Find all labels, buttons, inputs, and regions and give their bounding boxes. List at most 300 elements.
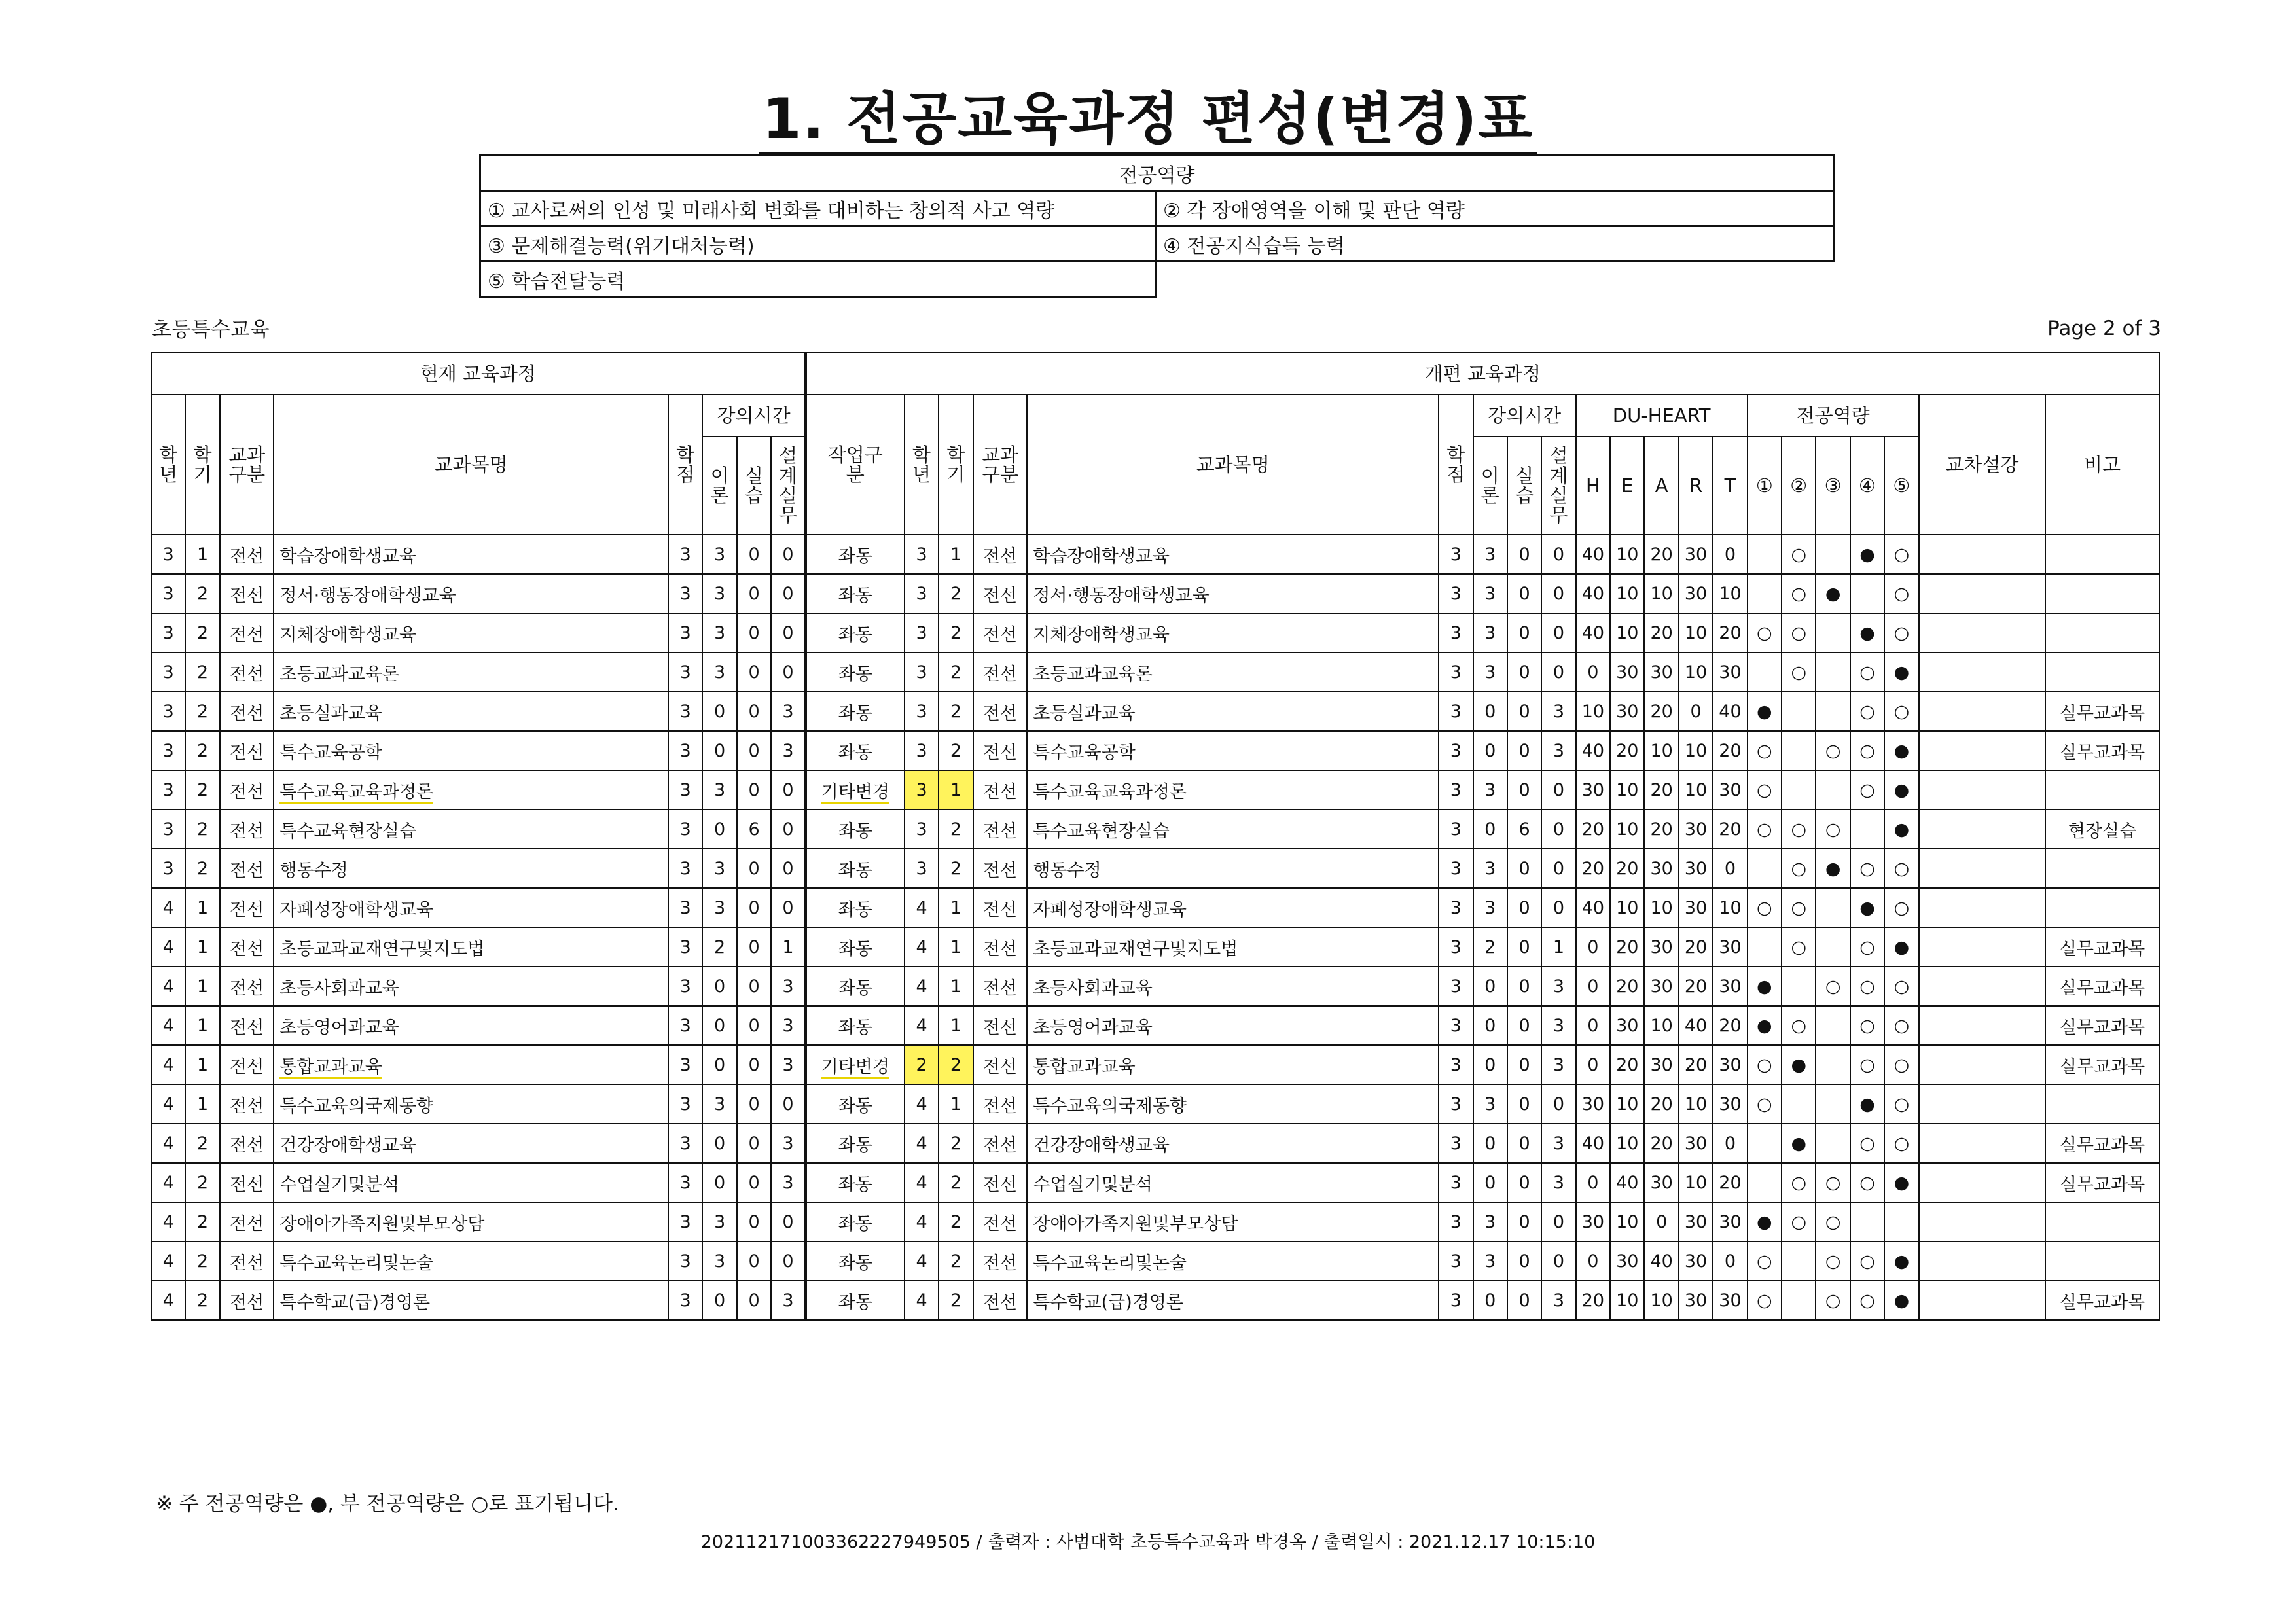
heart-value: 20 bbox=[1644, 692, 1678, 731]
heart-value: 40 bbox=[1576, 1124, 1610, 1163]
table-row bbox=[151, 613, 2159, 652]
table-cell: 0 bbox=[1507, 1281, 1541, 1320]
course-name: 특수교육논리및논술 bbox=[274, 1241, 668, 1281]
table-cell: 0 bbox=[1507, 1241, 1541, 1281]
table-cell: 4 bbox=[151, 1163, 185, 1202]
table-row bbox=[151, 810, 2159, 849]
heart-value: 20 bbox=[1644, 613, 1678, 652]
heart-value: 0 bbox=[1576, 1241, 1610, 1281]
cross-listing-cell bbox=[1919, 810, 2045, 849]
table-cell: 1 bbox=[939, 1006, 973, 1045]
course-name bbox=[274, 1045, 668, 1084]
heart-value: 20 bbox=[1610, 849, 1644, 888]
work-type: 좌동 bbox=[806, 967, 905, 1006]
heart-value: 20 bbox=[1713, 731, 1747, 770]
work-type: 좌동 bbox=[806, 652, 905, 692]
competency-mark: ○ bbox=[1884, 967, 1918, 1006]
table-cell: 전선 bbox=[973, 888, 1028, 927]
table-cell: 3 bbox=[1439, 574, 1473, 613]
table-cell: 전선 bbox=[220, 849, 274, 888]
curriculum-table bbox=[151, 352, 2160, 1321]
competency-mark bbox=[1816, 927, 1850, 967]
course-name: 초등교과교육론 bbox=[274, 652, 668, 692]
heart-value: 20 bbox=[1644, 1124, 1678, 1163]
table-cell: 0 bbox=[1473, 1163, 1507, 1202]
course-name: 자폐성장애학생교육 bbox=[1027, 888, 1439, 927]
heart-value: 20 bbox=[1610, 967, 1644, 1006]
heart-value: 30 bbox=[1644, 927, 1678, 967]
table-cell: 0 bbox=[737, 535, 771, 574]
table-cell: 0 bbox=[1507, 1202, 1541, 1241]
table-row bbox=[151, 927, 2159, 967]
cross-listing-cell bbox=[1919, 1006, 2045, 1045]
work-type: 좌동 bbox=[806, 1163, 905, 1202]
table-cell: 3 bbox=[905, 574, 939, 613]
table-cell: 전선 bbox=[220, 967, 274, 1006]
table-cell: 0 bbox=[1541, 1084, 1575, 1124]
table-cell: 0 bbox=[1473, 1124, 1507, 1163]
table-cell: 0 bbox=[1507, 967, 1541, 1006]
heart-value: 30 bbox=[1610, 1241, 1644, 1281]
work-type: 좌동 bbox=[806, 810, 905, 849]
remark-cell bbox=[2045, 613, 2159, 652]
col-heart-t: T bbox=[1713, 437, 1747, 535]
table-cell: 3 bbox=[668, 810, 702, 849]
table-cell: 전선 bbox=[220, 535, 274, 574]
table-cell: 0 bbox=[1473, 967, 1507, 1006]
heart-value: 30 bbox=[1644, 849, 1678, 888]
competency-mark bbox=[1782, 692, 1816, 731]
table-cell: 1 bbox=[939, 1084, 973, 1124]
table-cell: 전선 bbox=[220, 692, 274, 731]
competency-mark: ○ bbox=[1816, 1241, 1850, 1281]
table-cell: 0 bbox=[1541, 535, 1575, 574]
cross-listing-cell bbox=[1919, 1163, 2045, 1202]
competency-header: 전공역량 bbox=[480, 156, 1834, 191]
table-cell: 2 bbox=[939, 1045, 973, 1084]
table-cell: 전선 bbox=[220, 613, 274, 652]
heart-value: 30 bbox=[1679, 535, 1713, 574]
col-comp-3: ③ bbox=[1816, 437, 1850, 535]
competency-mark bbox=[1816, 692, 1850, 731]
table-cell: 3 bbox=[905, 652, 939, 692]
remark-cell: 실무교과목 bbox=[2045, 1163, 2159, 1202]
competency-mark: ○ bbox=[1748, 1084, 1782, 1124]
table-cell: 0 bbox=[1507, 535, 1541, 574]
course-name: 정서·행동장애학생교육 bbox=[1027, 574, 1439, 613]
heart-value: 10 bbox=[1610, 1281, 1644, 1320]
cross-listing-cell bbox=[1919, 849, 2045, 888]
page-number: Page 2 of 3 bbox=[2047, 317, 2161, 340]
col-comp-2: ② bbox=[1782, 437, 1816, 535]
course-name: 초등영어과교육 bbox=[274, 1006, 668, 1045]
table-cell: 3 bbox=[702, 1084, 736, 1124]
table-cell: 전선 bbox=[220, 574, 274, 613]
table-cell: 전선 bbox=[220, 1281, 274, 1320]
table-cell: 0 bbox=[1473, 692, 1507, 731]
competency-mark bbox=[1748, 574, 1782, 613]
heart-value: 10 bbox=[1610, 810, 1644, 849]
course-name: 특수교육의국제동향 bbox=[1027, 1084, 1439, 1124]
cross-listing-cell bbox=[1919, 731, 2045, 770]
table-cell: 3 bbox=[668, 1281, 702, 1320]
table-cell: 0 bbox=[1507, 692, 1541, 731]
competency-item: ① 교사로써의 인성 및 미래사회 변화를 대비하는 창의적 사고 역량 bbox=[480, 191, 1156, 226]
course-name: 특수학교(급)경영론 bbox=[274, 1281, 668, 1320]
table-cell: 0 bbox=[737, 1045, 771, 1084]
competency-mark bbox=[1816, 613, 1850, 652]
table-cell: 0 bbox=[1507, 888, 1541, 927]
col-practice: 실습 bbox=[1507, 437, 1541, 535]
heart-value: 30 bbox=[1713, 1045, 1747, 1084]
table-cell: 3 bbox=[771, 731, 805, 770]
col-theory: 이론 bbox=[702, 437, 736, 535]
table-cell: 1 bbox=[185, 888, 219, 927]
competency-mark: ● bbox=[1748, 1006, 1782, 1045]
table-cell: 0 bbox=[737, 1281, 771, 1320]
table-cell: 0 bbox=[737, 1124, 771, 1163]
table-cell: 0 bbox=[1473, 810, 1507, 849]
work-type: 좌동 bbox=[806, 692, 905, 731]
competency-mark bbox=[1816, 1124, 1850, 1163]
table-cell: 3 bbox=[1473, 1241, 1507, 1281]
competency-mark: ● bbox=[1850, 888, 1884, 927]
heart-value: 30 bbox=[1713, 770, 1747, 810]
table-cell: 3 bbox=[1439, 1241, 1473, 1281]
table-cell: 2 bbox=[939, 1163, 973, 1202]
table-cell: 0 bbox=[737, 652, 771, 692]
table-cell: 3 bbox=[668, 888, 702, 927]
heart-value: 10 bbox=[1610, 574, 1644, 613]
col-type: 교과구분 bbox=[220, 395, 274, 535]
table-cell: 3 bbox=[151, 652, 185, 692]
table-cell: 전선 bbox=[220, 652, 274, 692]
competency-mark: ● bbox=[1782, 1124, 1816, 1163]
table-cell: 전선 bbox=[973, 1045, 1028, 1084]
table-cell: 3 bbox=[1439, 927, 1473, 967]
heart-value: 20 bbox=[1644, 770, 1678, 810]
heart-value: 20 bbox=[1576, 849, 1610, 888]
competency-mark: ● bbox=[1782, 1045, 1816, 1084]
col-remark: 비고 bbox=[2045, 395, 2159, 535]
competency-table bbox=[479, 154, 1835, 298]
table-cell: 4 bbox=[151, 1241, 185, 1281]
competency-mark bbox=[1782, 1241, 1816, 1281]
table-cell: 4 bbox=[151, 1202, 185, 1241]
table-cell: 2 bbox=[185, 1124, 219, 1163]
course-name: 지체장애학생교육 bbox=[1027, 613, 1439, 652]
competency-mark: ○ bbox=[1884, 692, 1918, 731]
table-cell: 3 bbox=[702, 1202, 736, 1241]
table-cell: 1 bbox=[185, 1045, 219, 1084]
remark-cell: 실무교과목 bbox=[2045, 692, 2159, 731]
heart-value: 30 bbox=[1713, 1202, 1747, 1241]
competency-mark: ○ bbox=[1850, 1006, 1884, 1045]
table-cell: 0 bbox=[1507, 1006, 1541, 1045]
table-cell: 전선 bbox=[220, 1084, 274, 1124]
work-type-changed: 기타변경 bbox=[821, 1057, 889, 1079]
heart-value: 10 bbox=[1610, 888, 1644, 927]
table-cell: 0 bbox=[702, 967, 736, 1006]
competency-mark: ○ bbox=[1884, 1084, 1918, 1124]
heart-value: 40 bbox=[1679, 1006, 1713, 1045]
competency-mark bbox=[1816, 1045, 1850, 1084]
competency-mark: ○ bbox=[1850, 1281, 1884, 1320]
heart-value: 20 bbox=[1713, 810, 1747, 849]
heart-value: 10 bbox=[1644, 731, 1678, 770]
table-cell: 3 bbox=[771, 1163, 805, 1202]
table-cell: 3 bbox=[668, 692, 702, 731]
heart-value: 40 bbox=[1610, 1163, 1644, 1202]
table-cell: 0 bbox=[1541, 888, 1575, 927]
heart-value: 20 bbox=[1679, 1045, 1713, 1084]
competency-mark: ○ bbox=[1850, 1163, 1884, 1202]
table-cell: 3 bbox=[668, 967, 702, 1006]
table-cell: 0 bbox=[1507, 574, 1541, 613]
table-row bbox=[151, 888, 2159, 927]
table-cell: 0 bbox=[702, 1045, 736, 1084]
heart-value: 40 bbox=[1644, 1241, 1678, 1281]
table-cell: 1 bbox=[939, 967, 973, 1006]
table-cell: 3 bbox=[1439, 770, 1473, 810]
competency-mark: ● bbox=[1748, 1202, 1782, 1241]
competency-mark: ○ bbox=[1782, 1163, 1816, 1202]
table-row bbox=[151, 692, 2159, 731]
changed-course-name: 특수교육교육과정론 bbox=[279, 782, 433, 804]
table-cell: 2 bbox=[185, 1241, 219, 1281]
competency-mark: ○ bbox=[1884, 574, 1918, 613]
course-name: 특수학교(급)경영론 bbox=[1027, 1281, 1439, 1320]
table-cell: 0 bbox=[1473, 1281, 1507, 1320]
table-cell: 0 bbox=[737, 574, 771, 613]
table-cell: 전선 bbox=[220, 770, 274, 810]
course-name: 수업실기및분석 bbox=[274, 1163, 668, 1202]
heart-value: 10 bbox=[1610, 535, 1644, 574]
table-cell: 0 bbox=[1541, 770, 1575, 810]
remark-cell bbox=[2045, 770, 2159, 810]
table-cell: 전선 bbox=[973, 1241, 1028, 1281]
table-cell: 전선 bbox=[973, 967, 1028, 1006]
heart-value: 10 bbox=[1679, 613, 1713, 652]
table-cell: 3 bbox=[151, 535, 185, 574]
course-name: 수업실기및분석 bbox=[1027, 1163, 1439, 1202]
col-competency: 전공역량 bbox=[1748, 395, 1919, 437]
table-cell: 3 bbox=[151, 613, 185, 652]
table-cell: 3 bbox=[1473, 888, 1507, 927]
table-cell: 2 bbox=[939, 810, 973, 849]
competency-mark: ● bbox=[1748, 967, 1782, 1006]
heart-value: 30 bbox=[1644, 1163, 1678, 1202]
heart-value: 30 bbox=[1679, 849, 1713, 888]
table-cell: 4 bbox=[151, 967, 185, 1006]
table-cell: 4 bbox=[905, 1163, 939, 1202]
table-cell: 4 bbox=[905, 1006, 939, 1045]
heart-value: 30 bbox=[1713, 1281, 1747, 1320]
competency-mark: ○ bbox=[1816, 967, 1850, 1006]
table-cell: 3 bbox=[1473, 535, 1507, 574]
table-cell: 4 bbox=[151, 1124, 185, 1163]
cross-listing-cell bbox=[1919, 574, 2045, 613]
heart-value: 30 bbox=[1576, 1084, 1610, 1124]
competency-mark: ○ bbox=[1850, 770, 1884, 810]
heart-value: 30 bbox=[1679, 888, 1713, 927]
table-cell: 0 bbox=[1507, 1084, 1541, 1124]
heart-value: 20 bbox=[1576, 810, 1610, 849]
table-cell: 4 bbox=[905, 1124, 939, 1163]
competency-item: ④ 전공지식습득 능력 bbox=[1156, 226, 1834, 262]
table-cell: 2 bbox=[939, 574, 973, 613]
heart-value: 10 bbox=[1644, 574, 1678, 613]
competency-mark bbox=[1884, 1202, 1918, 1241]
table-cell: 0 bbox=[1541, 1241, 1575, 1281]
col-theory: 이론 bbox=[1473, 437, 1507, 535]
table-cell: 전선 bbox=[220, 927, 274, 967]
cross-listing-cell bbox=[1919, 1281, 2045, 1320]
table-cell: 전선 bbox=[973, 613, 1028, 652]
remark-cell bbox=[2045, 1084, 2159, 1124]
heart-value: 30 bbox=[1713, 652, 1747, 692]
table-cell: 2 bbox=[939, 731, 973, 770]
table-cell: 전선 bbox=[973, 1202, 1028, 1241]
table-cell: 3 bbox=[1439, 1084, 1473, 1124]
table-cell: 3 bbox=[771, 967, 805, 1006]
competency-mark bbox=[1850, 574, 1884, 613]
heart-value: 10 bbox=[1679, 1163, 1713, 1202]
competency-mark: ○ bbox=[1782, 1006, 1816, 1045]
heart-value: 0 bbox=[1576, 1163, 1610, 1202]
competency-mark bbox=[1748, 1124, 1782, 1163]
heart-value: 0 bbox=[1576, 967, 1610, 1006]
col-heart-a: A bbox=[1644, 437, 1678, 535]
competency-mark: ● bbox=[1850, 1084, 1884, 1124]
competency-mark: ○ bbox=[1816, 1202, 1850, 1241]
col-comp-1: ① bbox=[1748, 437, 1782, 535]
competency-mark: ○ bbox=[1850, 927, 1884, 967]
competency-mark: ○ bbox=[1850, 692, 1884, 731]
competency-mark: ○ bbox=[1782, 888, 1816, 927]
table-cell: 4 bbox=[905, 1241, 939, 1281]
col-heart-h: H bbox=[1576, 437, 1610, 535]
table-cell: 0 bbox=[702, 1163, 736, 1202]
heart-value: 30 bbox=[1644, 652, 1678, 692]
competency-mark: ○ bbox=[1850, 731, 1884, 770]
competency-mark: ○ bbox=[1782, 652, 1816, 692]
competency-blank bbox=[1156, 262, 1834, 297]
table-cell: 0 bbox=[737, 888, 771, 927]
table-cell: 전선 bbox=[220, 731, 274, 770]
course-name: 특수교육공학 bbox=[274, 731, 668, 770]
competency-mark: ○ bbox=[1884, 888, 1918, 927]
course-name: 초등교과교재연구및지도법 bbox=[1027, 927, 1439, 967]
group-current: 현재 교육과정 bbox=[151, 353, 806, 395]
table-cell: 3 bbox=[1541, 1281, 1575, 1320]
table-cell: 전선 bbox=[220, 1124, 274, 1163]
cross-listing-cell bbox=[1919, 692, 2045, 731]
heart-value: 30 bbox=[1576, 1202, 1610, 1241]
table-cell: 0 bbox=[737, 731, 771, 770]
cross-listing-cell bbox=[1919, 927, 2045, 967]
table-cell: 0 bbox=[1541, 652, 1575, 692]
work-type: 좌동 bbox=[806, 1281, 905, 1320]
table-cell: 0 bbox=[771, 888, 805, 927]
table-cell: 0 bbox=[737, 1202, 771, 1241]
table-cell: 2 bbox=[939, 1281, 973, 1320]
table-cell: 0 bbox=[1507, 613, 1541, 652]
table-cell: 1 bbox=[185, 927, 219, 967]
competency-mark bbox=[1748, 535, 1782, 574]
table-cell: 0 bbox=[771, 652, 805, 692]
col-heart-e: E bbox=[1610, 437, 1644, 535]
table-row bbox=[151, 535, 2159, 574]
table-cell: 3 bbox=[905, 731, 939, 770]
table-cell: 3 bbox=[668, 1163, 702, 1202]
table-cell: 0 bbox=[737, 1006, 771, 1045]
table-cell: 전선 bbox=[220, 888, 274, 927]
table-cell: 3 bbox=[1439, 810, 1473, 849]
col-comp-4: ④ bbox=[1850, 437, 1884, 535]
table-cell: 3 bbox=[1473, 770, 1507, 810]
col-cross-listing: 교차설강 bbox=[1919, 395, 2045, 535]
competency-mark: ○ bbox=[1748, 731, 1782, 770]
course-name: 행동수정 bbox=[274, 849, 668, 888]
table-cell: 0 bbox=[737, 849, 771, 888]
course-name: 자폐성장애학생교육 bbox=[274, 888, 668, 927]
table-cell: 0 bbox=[1507, 849, 1541, 888]
col-year: 학년 bbox=[151, 395, 185, 535]
competency-mark: ○ bbox=[1782, 535, 1816, 574]
heart-value: 30 bbox=[1679, 1124, 1713, 1163]
table-cell: 전선 bbox=[220, 810, 274, 849]
competency-mark: ○ bbox=[1884, 613, 1918, 652]
table-cell: 3 bbox=[668, 574, 702, 613]
table-cell: 전선 bbox=[973, 574, 1028, 613]
department-label: 초등특수교육 bbox=[152, 318, 270, 342]
table-cell: 4 bbox=[905, 967, 939, 1006]
competency-mark: ● bbox=[1884, 770, 1918, 810]
table-cell: 0 bbox=[737, 770, 771, 810]
table-cell: 1 bbox=[185, 1084, 219, 1124]
table-cell: 3 bbox=[151, 731, 185, 770]
table-cell: 3 bbox=[905, 770, 939, 810]
heart-value: 20 bbox=[1679, 927, 1713, 967]
table-cell: 3 bbox=[771, 1006, 805, 1045]
table-cell: 3 bbox=[668, 1045, 702, 1084]
heart-value: 30 bbox=[1644, 967, 1678, 1006]
col-credit: 학점 bbox=[1439, 395, 1473, 535]
course-name bbox=[274, 770, 668, 810]
table-cell: 0 bbox=[737, 692, 771, 731]
table-cell: 1 bbox=[185, 1006, 219, 1045]
table-cell: 3 bbox=[1541, 731, 1575, 770]
table-cell: 3 bbox=[702, 613, 736, 652]
competency-mark: ● bbox=[1884, 1281, 1918, 1320]
table-cell: 1 bbox=[185, 535, 219, 574]
heart-value: 40 bbox=[1576, 613, 1610, 652]
table-cell: 3 bbox=[151, 574, 185, 613]
table-cell: 전선 bbox=[220, 1163, 274, 1202]
work-type: 좌동 bbox=[806, 535, 905, 574]
heart-value: 10 bbox=[1644, 888, 1678, 927]
competency-mark: ● bbox=[1884, 731, 1918, 770]
table-cell: 4 bbox=[905, 1202, 939, 1241]
work-type bbox=[806, 1045, 905, 1084]
heart-value: 10 bbox=[1610, 613, 1644, 652]
table-cell: 0 bbox=[1507, 770, 1541, 810]
table-cell: 3 bbox=[668, 731, 702, 770]
competency-mark: ○ bbox=[1884, 535, 1918, 574]
course-name: 특수교육논리및논술 bbox=[1027, 1241, 1439, 1281]
table-cell: 0 bbox=[702, 731, 736, 770]
